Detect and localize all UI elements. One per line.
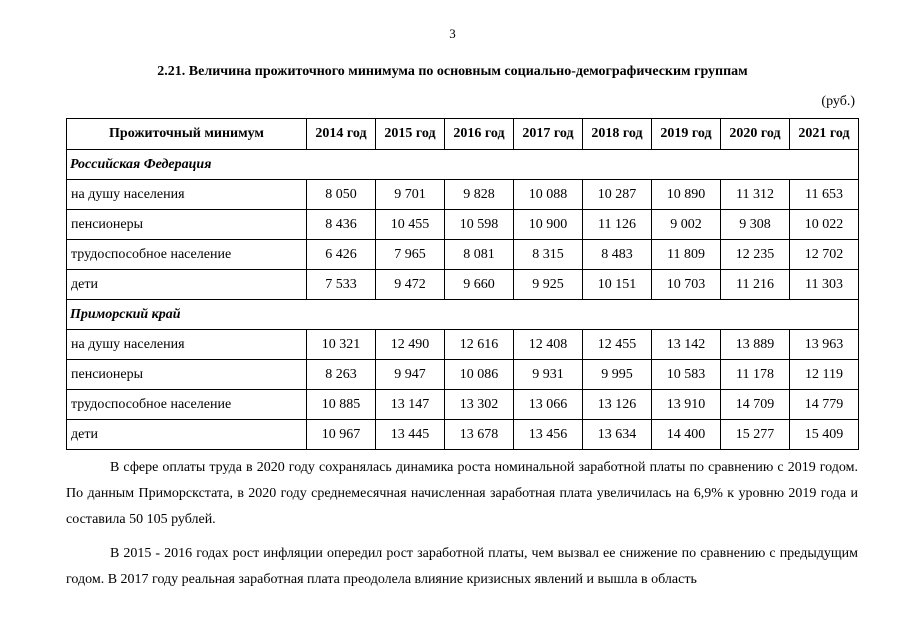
- table-cell: 8 263: [307, 360, 376, 390]
- table-cell: 12 235: [721, 240, 790, 270]
- row-label: дети: [67, 270, 307, 300]
- table-cell: 9 308: [721, 210, 790, 240]
- table-row: [67, 240, 859, 270]
- column-header: 2019 год: [652, 119, 721, 150]
- table-row: [67, 210, 859, 240]
- section-title: Приморский край: [67, 300, 859, 330]
- row-label: на душу населения: [67, 180, 307, 210]
- table-cell: 10 088: [514, 180, 583, 210]
- table-cell: 11 216: [721, 270, 790, 300]
- table-row: [67, 360, 859, 390]
- column-header: 2016 год: [445, 119, 514, 150]
- table-cell: 6 426: [307, 240, 376, 270]
- table-body: [67, 150, 859, 450]
- table-cell: 9 931: [514, 360, 583, 390]
- table-cell: 11 178: [721, 360, 790, 390]
- page-number: 3: [449, 26, 456, 41]
- table-cell: 10 885: [307, 390, 376, 420]
- row-label: трудоспособное население: [67, 240, 307, 270]
- table-cell: 10 890: [652, 180, 721, 210]
- table-cell: 12 490: [376, 330, 445, 360]
- row-label: пенсионеры: [67, 210, 307, 240]
- table-cell: 12 119: [790, 360, 859, 390]
- table-cell: 11 126: [583, 210, 652, 240]
- table-cell: 8 050: [307, 180, 376, 210]
- table-cell: 13 963: [790, 330, 859, 360]
- table-cell: 14 400: [652, 420, 721, 450]
- column-header: 2021 год: [790, 119, 859, 150]
- table-cell: 13 066: [514, 390, 583, 420]
- table-cell: 9 002: [652, 210, 721, 240]
- table-cell: 10 287: [583, 180, 652, 210]
- table-cell: 11 809: [652, 240, 721, 270]
- table-cell: 13 678: [445, 420, 514, 450]
- table-cell: 10 900: [514, 210, 583, 240]
- column-header: 2014 год: [307, 119, 376, 150]
- table-cell: 9 701: [376, 180, 445, 210]
- table-cell: 13 910: [652, 390, 721, 420]
- table-cell: 15 409: [790, 420, 859, 450]
- table-header-row: [67, 119, 859, 150]
- table-cell: 12 702: [790, 240, 859, 270]
- table-cell: 13 456: [514, 420, 583, 450]
- section-row: [67, 300, 859, 330]
- table-cell: 13 445: [376, 420, 445, 450]
- table-cell: 11 312: [721, 180, 790, 210]
- table-row: [67, 270, 859, 300]
- unit-note: (руб.): [821, 94, 855, 109]
- table-cell: 13 889: [721, 330, 790, 360]
- column-header: 2017 год: [514, 119, 583, 150]
- table-cell: 10 455: [376, 210, 445, 240]
- row-label: трудоспособное население: [67, 390, 307, 420]
- table-cell: 9 660: [445, 270, 514, 300]
- table-cell: 8 315: [514, 240, 583, 270]
- table-cell: 9 925: [514, 270, 583, 300]
- table-cell: 10 598: [445, 210, 514, 240]
- table-cell: 7 965: [376, 240, 445, 270]
- row-label: дети: [67, 420, 307, 450]
- table-cell: 13 634: [583, 420, 652, 450]
- section-title: Российская Федерация: [67, 150, 859, 180]
- column-header: Прожиточный минимум: [67, 119, 307, 150]
- table-row: [67, 330, 859, 360]
- table-cell: 14 779: [790, 390, 859, 420]
- table-cell: 8 436: [307, 210, 376, 240]
- table-cell: 10 703: [652, 270, 721, 300]
- table-cell: 9 472: [376, 270, 445, 300]
- section-row: [67, 150, 859, 180]
- table-row: [67, 420, 859, 450]
- table-cell: 10 321: [307, 330, 376, 360]
- table-cell: 8 081: [445, 240, 514, 270]
- table-cell: 13 302: [445, 390, 514, 420]
- table-row: [67, 390, 859, 420]
- column-header: 2020 год: [721, 119, 790, 150]
- table-cell: 13 126: [583, 390, 652, 420]
- table-cell: 11 303: [790, 270, 859, 300]
- subsistence-minimum-table: [66, 118, 859, 450]
- table-cell: 14 709: [721, 390, 790, 420]
- table-cell: 10 583: [652, 360, 721, 390]
- table-cell: 13 142: [652, 330, 721, 360]
- table-cell: 9 995: [583, 360, 652, 390]
- column-header: 2015 год: [376, 119, 445, 150]
- paragraph: В 2015 - 2016 годах рост инфляции опередил рост заработной платы, чем вызвал ее снижение по сравнению с предыдущим годом. В 2017 году реальная заработная плата преодолела влияние кризисных явлений и вышла в область: [66, 546, 858, 587]
- table-cell: 10 151: [583, 270, 652, 300]
- table-cell: 12 455: [583, 330, 652, 360]
- table-row: [67, 180, 859, 210]
- table-cell: 11 653: [790, 180, 859, 210]
- table-title: 2.21. Величина прожиточного минимума по основным социально-демографическим группам: [157, 64, 748, 79]
- table-cell: 10 086: [445, 360, 514, 390]
- column-header: 2018 год: [583, 119, 652, 150]
- table-cell: 12 616: [445, 330, 514, 360]
- row-label: пенсионеры: [67, 360, 307, 390]
- table-cell: 12 408: [514, 330, 583, 360]
- table-cell: 10 967: [307, 420, 376, 450]
- table-cell: 10 022: [790, 210, 859, 240]
- table-cell: 9 828: [445, 180, 514, 210]
- table-cell: 7 533: [307, 270, 376, 300]
- table-cell: 13 147: [376, 390, 445, 420]
- table-cell: 9 947: [376, 360, 445, 390]
- body-text: [66, 455, 858, 593]
- paragraph: В сфере оплаты труда в 2020 году сохранялась динамика роста номинальной заработной платы по сравнению с 2019 годом. По данным Приморскстата, в 2020 году среднемесячная начисленная заработная плата увеличилась на 6,9% к уровню 2019 года и составила 50 105 рублей.: [66, 460, 858, 527]
- table-cell: 8 483: [583, 240, 652, 270]
- row-label: на душу населения: [67, 330, 307, 360]
- table-cell: 15 277: [721, 420, 790, 450]
